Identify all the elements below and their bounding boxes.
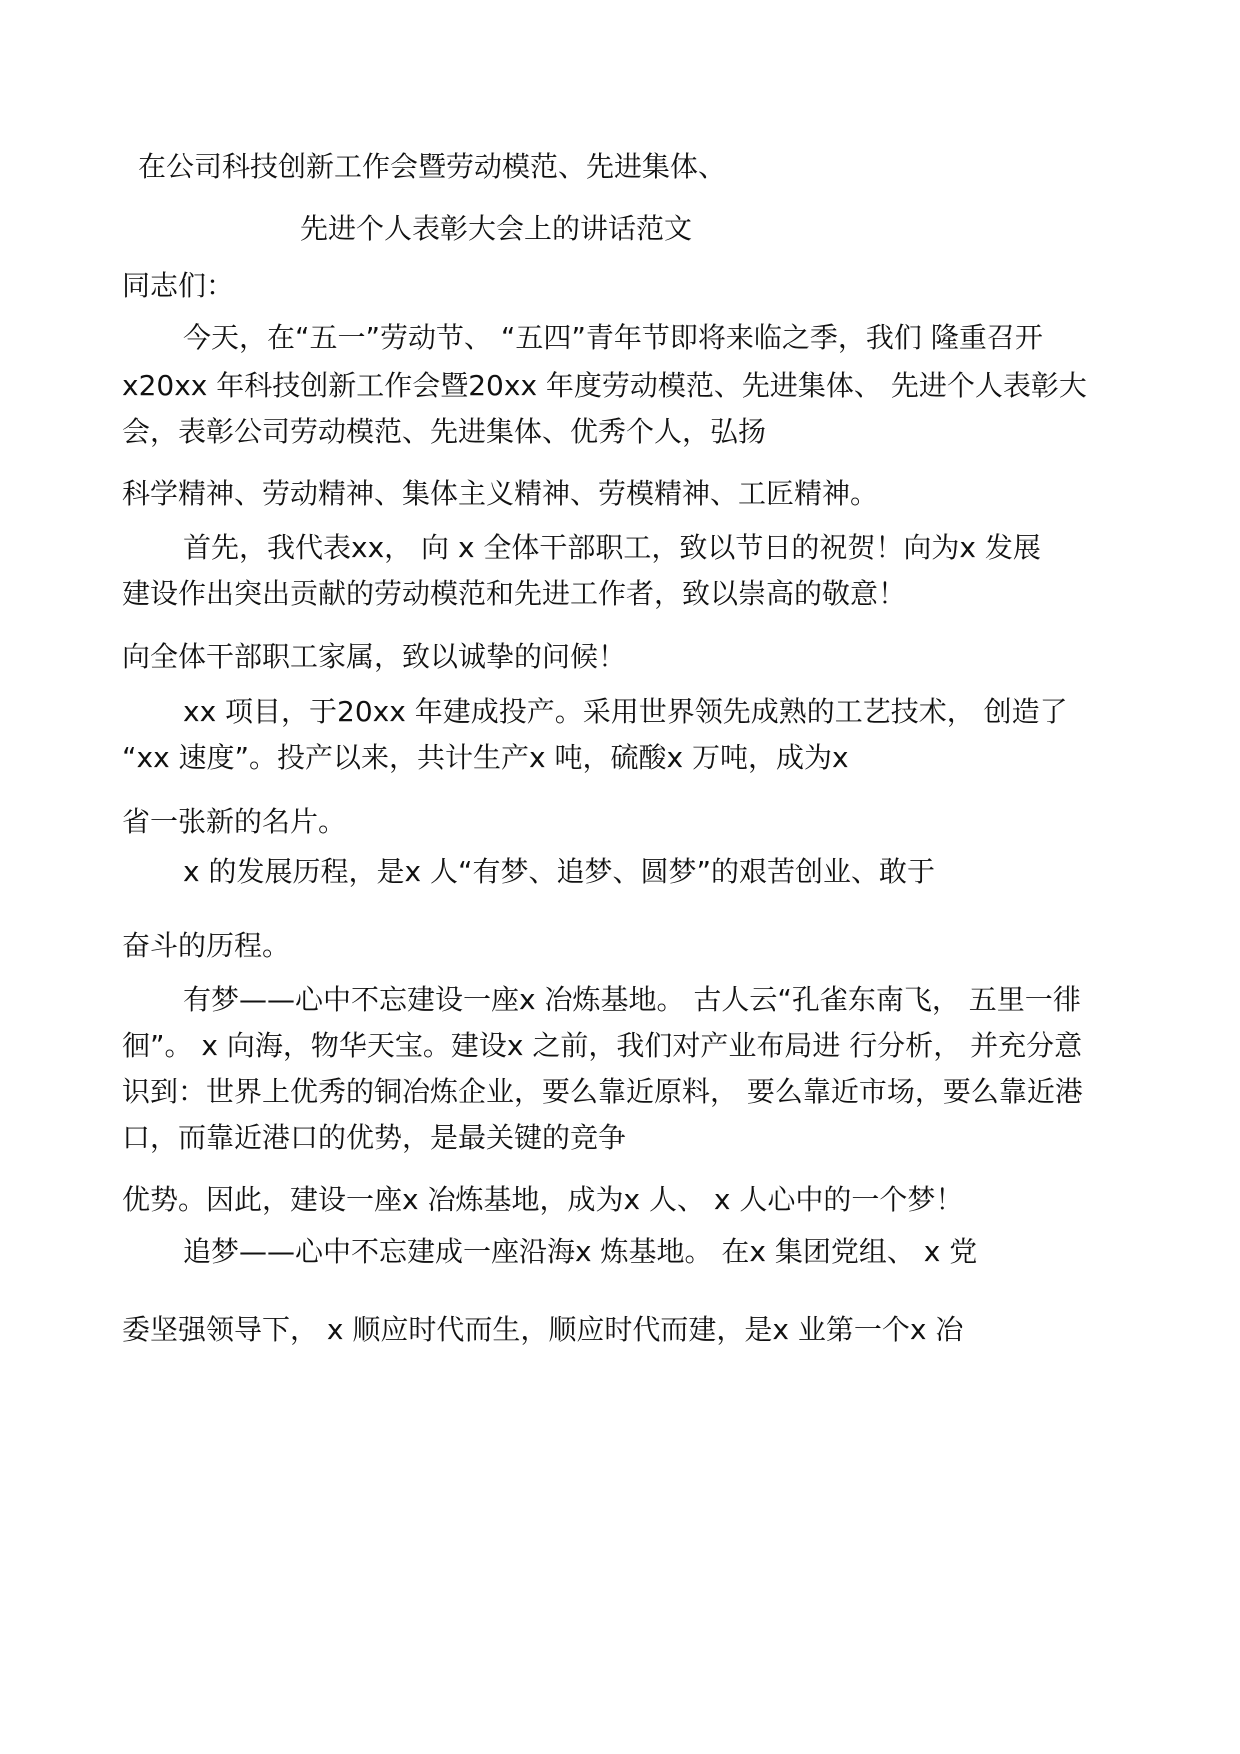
paragraph-line: 徊”。 x 向海，物华天宝。建设x 之前，我们对产业布局进 行分析， 并充分意 — [122, 1029, 1083, 1062]
paragraph-line: 会，表彰公司劳动模范、先进集体、优秀个人，弘扬 — [122, 415, 767, 448]
salutation: 同志们： — [122, 269, 235, 302]
paragraph-line: x20xx 年科技创新工作会暨20xx 年度劳动模范、先进集体、 先进个人表彰大 — [122, 369, 1087, 402]
paragraph-line: 向全体干部职工家属，致以诚挚的问候！ — [122, 640, 627, 673]
document-title-line-1: 在公司科技创新工作会暨劳动模范、先进集体、 — [138, 150, 727, 183]
paragraph-line: 省一张新的名片。 — [122, 805, 347, 838]
paragraph-line: “xx 速度”。投产以来，共计生产x 吨，硫酸x 万吨，成为x — [122, 741, 849, 774]
paragraph-line: 追梦——心中不忘建成一座沿海x 炼基地。 在x 集团党组、 x 党 — [183, 1235, 978, 1268]
paragraph-line: x 的发展历程，是x 人“有梦、追梦、圆梦”的艰苦创业、敢于 — [183, 855, 935, 888]
paragraph-line: 首先，我代表xx， 向 x 全体干部职工，致以节日的祝贺！向为x 发展 — [183, 531, 1041, 564]
paragraph-line: 口，而靠近港口的优势，是最关键的竞争 — [122, 1121, 627, 1154]
paragraph-line: 有梦——心中不忘建设一座x 冶炼基地。 古人云“孔雀东南飞， 五里一徘 — [183, 983, 1081, 1016]
paragraph-line: xx 项目，于20xx 年建成投产。采用世界领先成熟的工艺技术， 创造了 — [183, 695, 1068, 728]
paragraph-line: 优势。因此，建设一座x 冶炼基地，成为x 人、 x 人心中的一个梦！ — [122, 1183, 964, 1216]
paragraph-line: 今天，在“五一”劳动节、 “五四”青年节即将来临之季，我们 隆重召开 — [183, 321, 1043, 354]
paragraph-line: 委坚强领导下， x 顺应时代而生，顺应时代而建，是x 业第一个x 冶 — [122, 1313, 964, 1346]
paragraph-line: 科学精神、劳动精神、集体主义精神、劳模精神、工匠精神。 — [122, 477, 879, 510]
document-title-line-2: 先进个人表彰大会上的讲话范文 — [300, 212, 693, 245]
paragraph-line: 建设作出突出贡献的劳动模范和先进工作者，致以崇高的敬意！ — [122, 577, 907, 610]
paragraph-line: 奋斗的历程。 — [122, 929, 291, 962]
paragraph-line: 识到：世界上优秀的铜冶炼企业，要么靠近原料， 要么靠近市场，要么靠近港 — [122, 1075, 1083, 1108]
